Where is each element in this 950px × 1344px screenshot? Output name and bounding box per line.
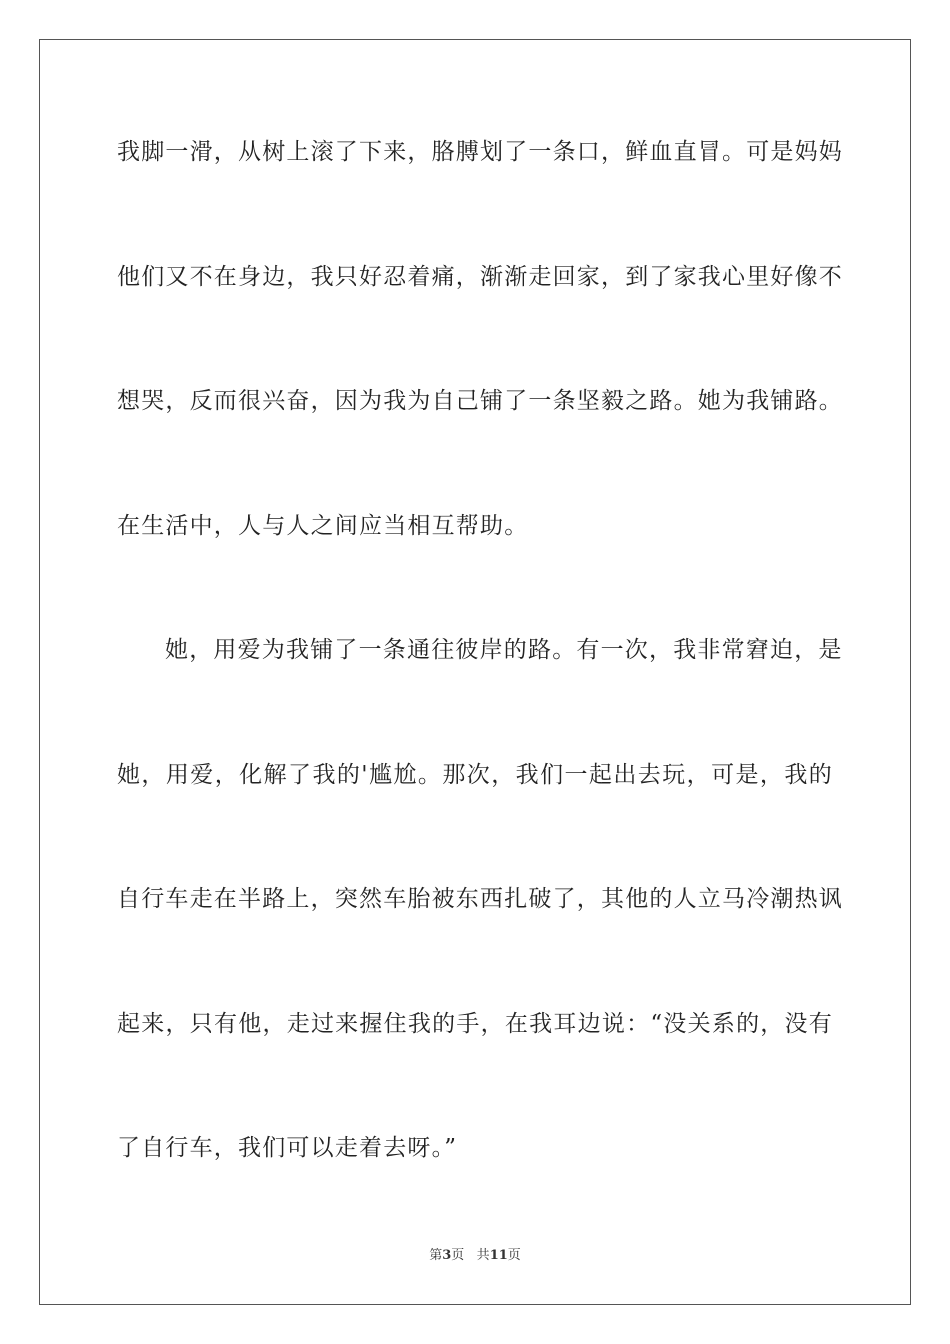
total-pages-number: 11 [489, 1248, 508, 1263]
text-line-6: 她，用爱，化解了我的'尴尬。那次，我们一起出去玩，可是，我的 [117, 762, 833, 788]
footer-total-prefix: 共 [476, 1248, 490, 1263]
footer-total-suffix: 页 [507, 1248, 521, 1263]
text-line-1: 我脚一滑，从树上滚了下来，胳膊划了一条口，鲜血直冒。可是妈妈 [117, 139, 843, 165]
text-line-4: 在生活中，人与人之间应当相互帮助。 [117, 513, 529, 539]
text-line-3: 想哭，反而很兴奋，因为我为自己铺了一条坚毅之路。她为我铺路。 [117, 388, 843, 414]
current-page-number: 3 [442, 1248, 452, 1263]
text-line-7: 自行车走在半路上，突然车胎被东西扎破了，其他的人立马冷潮热讽 [117, 886, 843, 912]
text-line-2: 他们又不在身边，我只好忍着痛，渐渐走回家，到了家我心里好像不 [117, 264, 843, 290]
footer-page-suffix: 页 [451, 1248, 465, 1263]
text-line-9: 了自行车，我们可以走着去呀。” [117, 1135, 458, 1161]
text-line-5: 她，用爱为我铺了一条通往彼岸的路。有一次，我非常窘迫，是 [165, 637, 843, 663]
footer-prefix: 第 [429, 1248, 443, 1263]
page-frame [39, 39, 911, 1305]
page-footer [0, 1248, 950, 1264]
text-line-8: 起来，只有他，走过来握住我的手，在我耳边说：“没关系的，没有 [117, 1011, 833, 1037]
